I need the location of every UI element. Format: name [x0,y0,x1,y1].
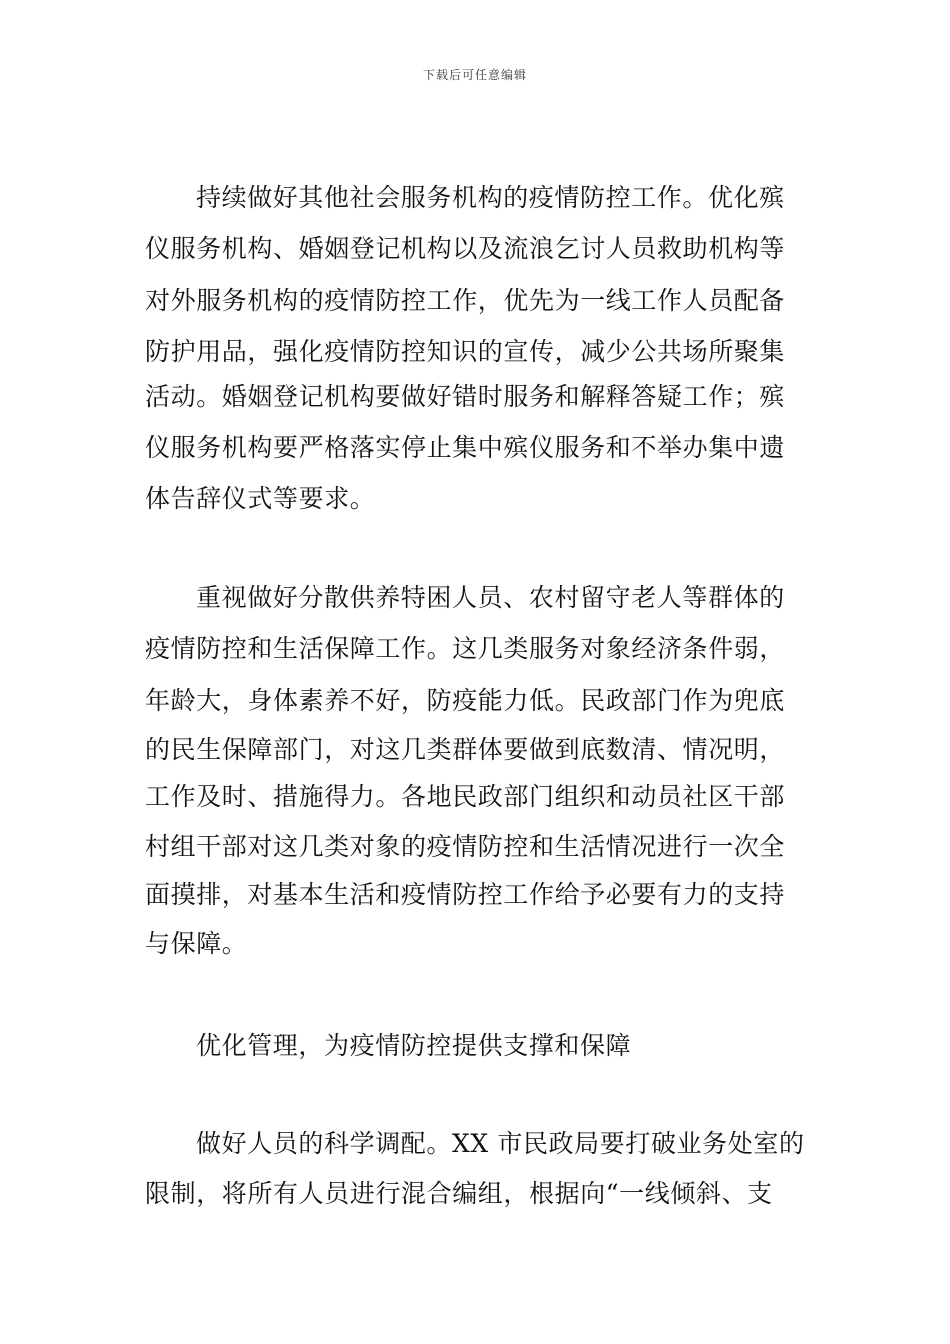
paragraph-1-line-4: 防护用品，强化疫情防控知识的宣传，减少公共场所聚集 [145,337,786,366]
paragraph-2-line-5: 工作及时、措施得力。各地民政部门组织和动员社区干部 [145,782,786,811]
paragraph-2-line-1: 重视做好分散供养特困人员、农村留守老人等群体的 [196,583,785,612]
paragraph-1-line-3: 对外服务机构的疫情防控工作，优先为一线工作人员配备 [145,286,786,315]
page-header: 下载后可任意编辑 [422,68,527,82]
paragraph-1-line-7: 体告辞仪式等要求。 [145,484,376,513]
paragraph-2-line-3: 年龄大，身体素养不好，防疫能力低。民政部门作为兜底 [145,686,786,715]
paragraph-2-line-6: 村组干部对这几类对象的疫情防控和生活情况进行一次全 [145,832,786,861]
paragraph-2-line-8: 与保障。 [145,929,248,958]
paragraph-1-line-5: 活动。婚姻登记机构要做好错时服务和解释答疑工作；殡 [145,382,786,411]
paragraph-2-line-7: 面摸排，对基本生活和疫情防控工作给予必要有力的支持 [145,880,786,909]
section-heading: 优化管理，为疫情防控提供支撑和保障 [196,1031,632,1060]
paragraph-1-line-2: 仪服务机构、婚姻登记机构以及流浪乞讨人员救助机构等 [145,234,786,263]
paragraph-2-line-4: 的民生保障部门，对这几类群体要做到底数清、情况明， [145,735,786,764]
paragraph-1-line-1: 持续做好其他社会服务机构的疫情防控工作。优化殡 [196,183,785,212]
paragraph-3-line-1: 做好人员的科学调配。XX 市民政局要打破业务处室的 [196,1129,805,1158]
paragraph-3-line-2: 限制，将所有人员进行混合编组，根据向“一线倾斜、支 [145,1179,773,1208]
paragraph-2-line-2: 疫情防控和生活保障工作。这几类服务对象经济条件弱， [145,634,786,663]
paragraph-1-line-6: 仪服务机构要严格落实停止集中殡仪服务和不举办集中遗 [145,433,786,462]
